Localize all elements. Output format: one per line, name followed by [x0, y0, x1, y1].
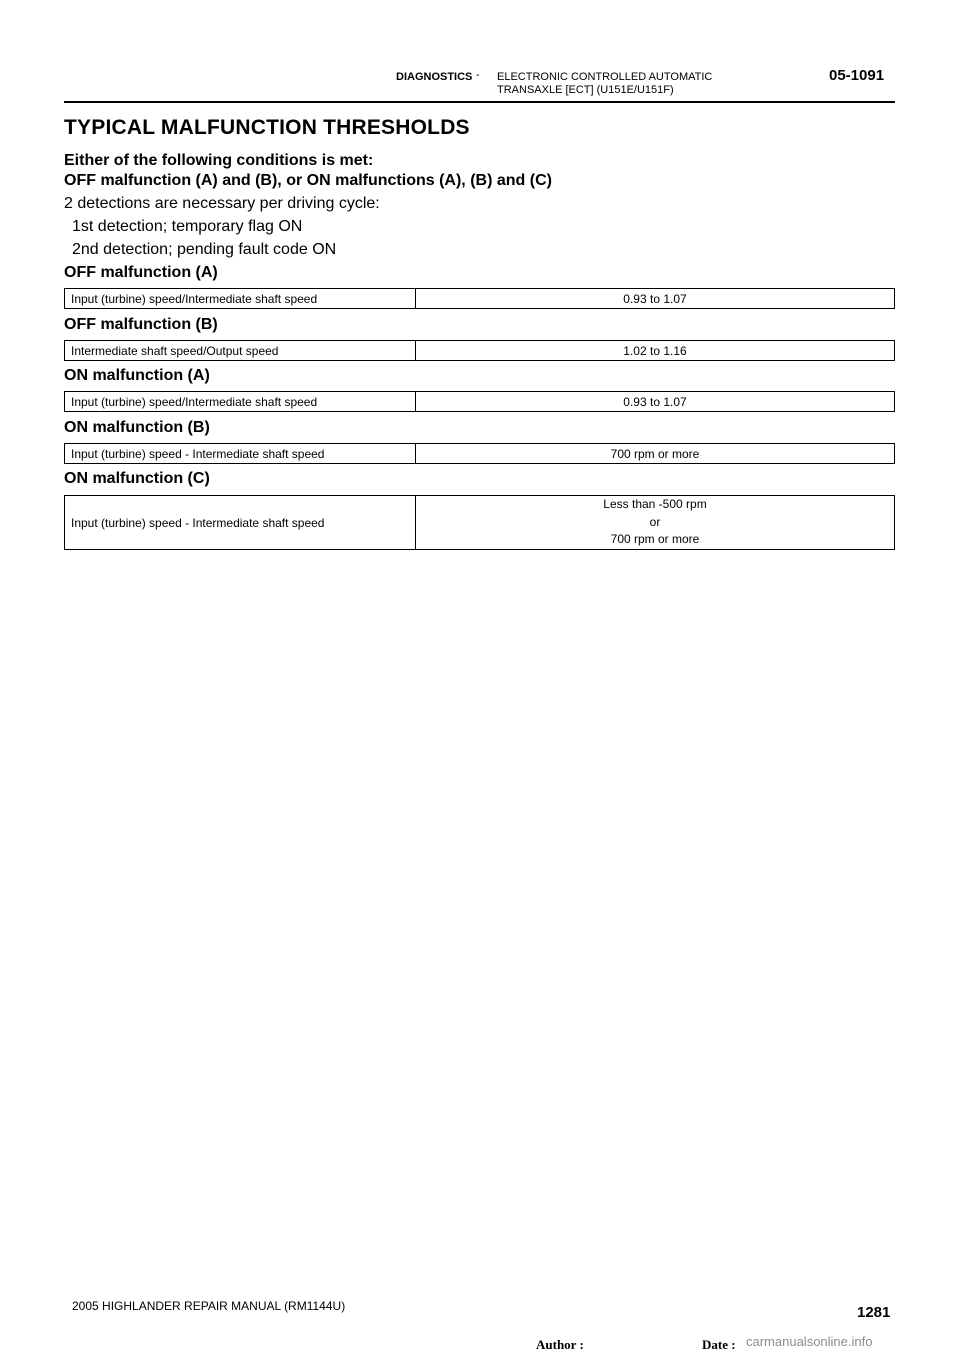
threshold-table-on-c	[64, 495, 895, 550]
footer-page-number: 1281	[857, 1304, 891, 1321]
detection-requirement: 2 detections are necessary per driving cycle:	[64, 195, 380, 212]
threshold-table-off-b	[64, 340, 895, 361]
value-cell: 0.93 to 1.07	[416, 392, 895, 412]
table-row	[65, 496, 895, 550]
second-detection: 2nd detection; pending fault code ON	[72, 241, 337, 258]
value-line: 700 rpm or more	[610, 532, 700, 547]
header-title	[497, 71, 712, 97]
first-detection: 1st detection; temporary flag ON	[72, 218, 303, 235]
parameter-cell: Input (turbine) speed - Intermediate shaft speed	[65, 444, 416, 464]
section-heading-on-c: ON malfunction (C)	[64, 470, 210, 487]
parameter-cell: Intermediate shaft speed/Output speed	[65, 341, 416, 361]
section-heading-on-a: ON malfunction (A)	[64, 367, 210, 384]
page-title: TYPICAL MALFUNCTION THRESHOLDS	[64, 116, 470, 139]
value-cell: 1.02 to 1.16	[416, 341, 895, 361]
table-row	[65, 289, 895, 309]
footer-author-label: Author :	[536, 1337, 584, 1352]
table-row	[65, 341, 895, 361]
header-section-label: DIAGNOSTICS	[396, 71, 473, 83]
footer-manual-title: 2005 HIGHLANDER REPAIR MANUAL (RM1144U)	[72, 1299, 346, 1313]
threshold-table-on-b	[64, 443, 895, 464]
header-divider	[64, 101, 895, 103]
watermark: carmanualsonline.info	[746, 1334, 873, 1349]
header-title-line1: ELECTRONIC CONTROLLED AUTOMATIC	[497, 71, 713, 83]
value-cell	[416, 496, 895, 550]
parameter-cell: Input (turbine) speed/Intermediate shaft speed	[65, 392, 416, 412]
value-line: Less than -500 rpm	[603, 497, 707, 512]
header-dash: -	[476, 69, 480, 81]
threshold-table-on-a	[64, 391, 895, 412]
value-cell: 0.93 to 1.07	[416, 289, 895, 309]
table-row	[65, 444, 895, 464]
value-line: or	[649, 514, 661, 529]
header-title-line2: TRANSAXLE [ECT] (U151E/U151F)	[497, 84, 674, 96]
footer-date-label: Date :	[702, 1337, 736, 1352]
condition-logic: OFF malfunction (A) and (B), or ON malfunctions (A), (B) and (C)	[64, 172, 552, 189]
threshold-table-off-a	[64, 288, 895, 309]
table-row	[65, 392, 895, 412]
condition-intro: Either of the following conditions is met:	[64, 152, 374, 169]
header-page-code: 05-1091	[829, 67, 885, 84]
parameter-cell: Input (turbine) speed/Intermediate shaft speed	[65, 289, 416, 309]
section-heading-off-a: OFF malfunction (A)	[64, 264, 218, 281]
section-heading-off-b: OFF malfunction (B)	[64, 316, 218, 333]
section-heading-on-b: ON malfunction (B)	[64, 419, 210, 436]
parameter-cell: Input (turbine) speed - Intermediate shaft speed	[65, 496, 416, 550]
value-cell: 700 rpm or more	[416, 444, 895, 464]
